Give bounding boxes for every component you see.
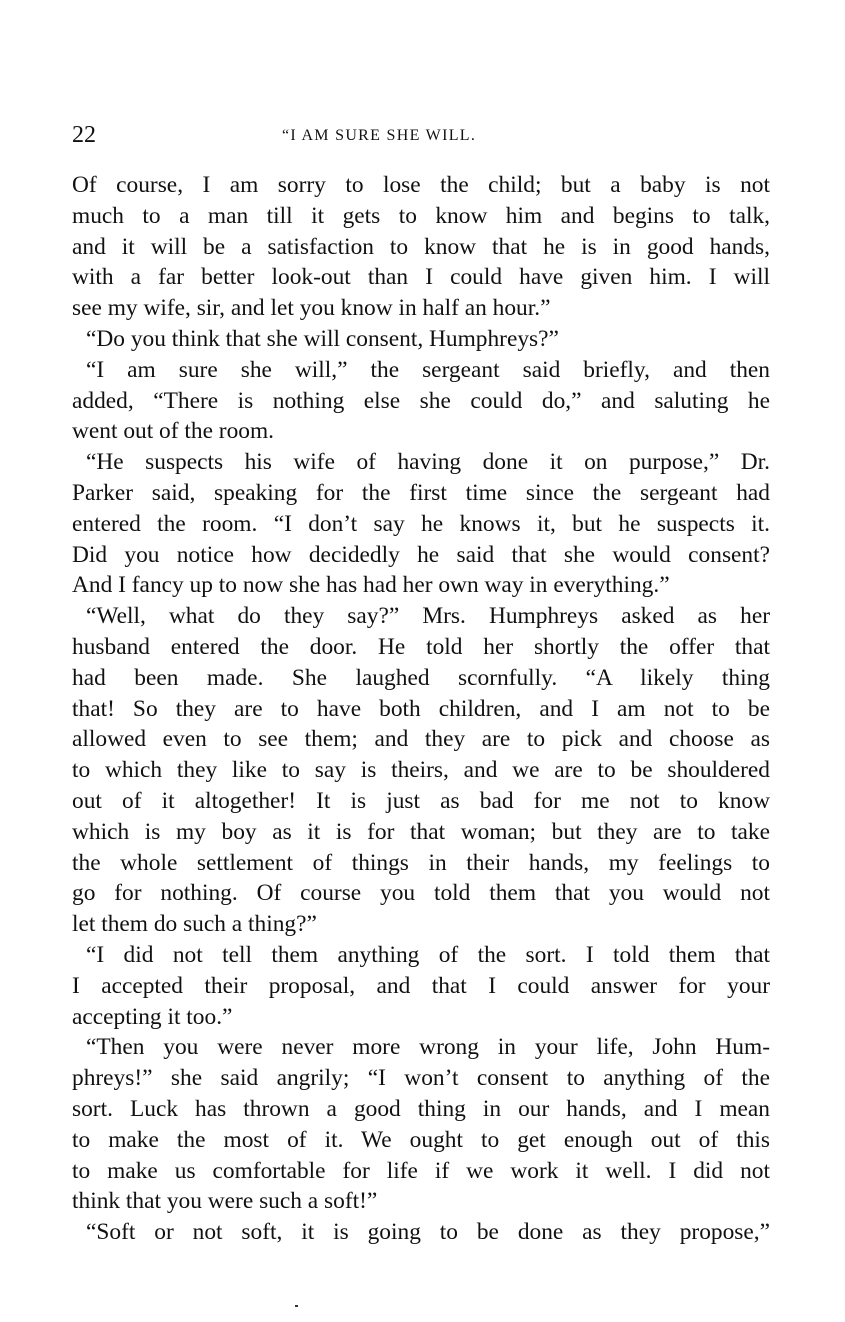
text-line: husband entered the door. He told her shortly the offer that <box>72 633 770 660</box>
text-line: phreys!” she said angrily; “I won’t consent to anything of the <box>72 1065 770 1092</box>
text-line: go for nothing. Of course you told them that you would not <box>72 880 770 907</box>
body-text <box>72 170 770 1248</box>
print-speck <box>295 1305 298 1307</box>
text-line: that! So they are to have both children, and I am not to be <box>72 695 770 722</box>
page-number: 22 <box>72 122 96 148</box>
text-line: accepting it too.” <box>72 1003 233 1030</box>
text-line: “I did not tell them anything of the sort. I told them that <box>86 941 770 968</box>
text-line: to make the most of it. We ought to get enough out of this <box>72 1126 770 1153</box>
text-line: the whole settlement of things in their hands, my feelings to <box>72 849 770 876</box>
text-line: with a far better look-out than I could have given him. I will <box>72 264 770 291</box>
text-line: and it will be a satisfaction to know that he is in good hands, <box>72 233 770 260</box>
text-line: “Well, what do they say?” Mrs. Humphreys asked as her <box>86 603 770 630</box>
text-line: And I fancy up to now she has had her own way in everything.” <box>72 572 670 599</box>
text-line: “Then you were never more wrong in your life, John Hum- <box>86 1034 770 1061</box>
text-line: “I am sure she will,” the sergeant said briefly, and then <box>86 356 770 383</box>
text-line: “Soft or not soft, it is going to be done as they propose,” <box>86 1219 770 1246</box>
text-line: see my wife, sir, and let you know in half an hour.” <box>72 295 551 322</box>
text-line: much to a man till it gets to know him and begins to talk, <box>72 202 770 229</box>
text-line: think that you were such a soft!” <box>72 1188 378 1215</box>
text-line: Of course, I am sorry to lose the child; but a baby is not <box>72 172 770 198</box>
text-line: went out of the room. <box>72 418 275 445</box>
text-line: to which they like to say is theirs, and we are to be shouldered <box>72 757 770 784</box>
text-line: to make us comfortable for life if we work it well. I did not <box>72 1157 770 1184</box>
text-line: I accepted their proposal, and that I could answer for your <box>72 972 770 999</box>
text-line: entered the room. “I don’t say he knows it, but he suspects it. <box>72 510 770 537</box>
page-header <box>72 120 770 150</box>
text-line: had been made. She laughed scornfully. “A likely thing <box>72 664 770 691</box>
text-line: let them do such a thing?” <box>72 911 317 938</box>
text-line: out of it altogether! It is just as bad for me not to know <box>72 787 770 814</box>
text-line: which is my boy as it is for that woman; but they are to take <box>72 818 770 845</box>
text-line: sort. Luck has thrown a good thing in our hands, and I mean <box>72 1095 770 1122</box>
text-line: added, “There is nothing else she could do,” and saluting he <box>72 387 770 414</box>
text-line: “Do you think that she will consent, Humphreys?” <box>86 325 559 352</box>
text-line: Did you notice how decidedly he said that she would consent? <box>72 541 770 568</box>
running-head: “I AM SURE SHE WILL. <box>282 127 477 144</box>
text-line: allowed even to see them; and they are to pick and choose as <box>72 726 770 753</box>
text-line: Parker said, speaking for the first time since the sergeant had <box>72 479 770 506</box>
text-line: “He suspects his wife of having done it on purpose,” Dr. <box>86 449 770 476</box>
